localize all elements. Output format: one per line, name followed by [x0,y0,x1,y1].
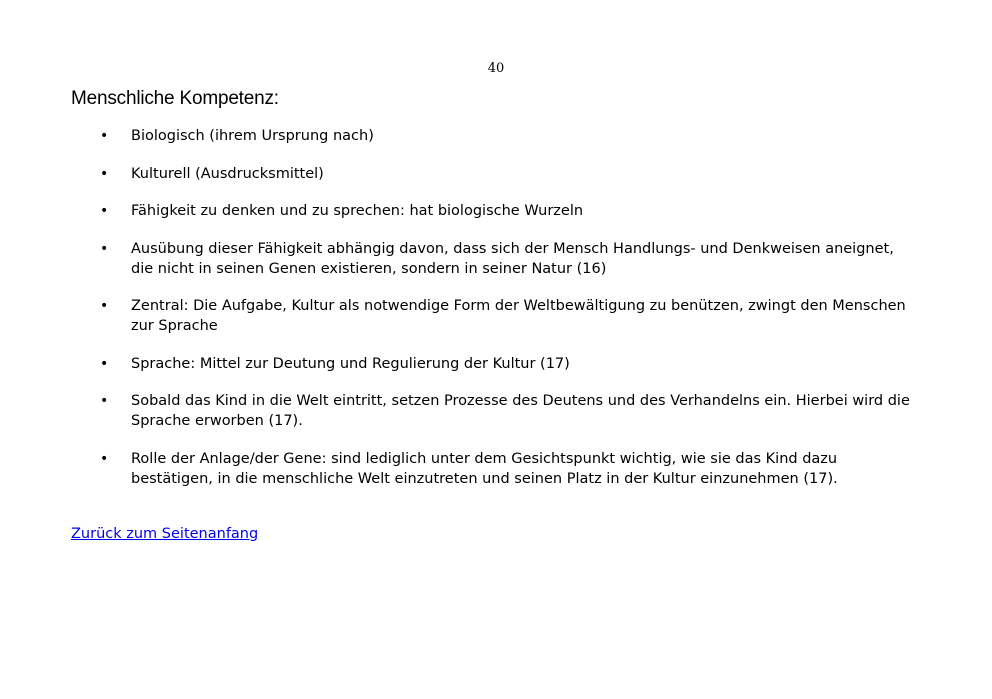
list-item [0,239,992,279]
list-item-text: Ausübung dieser Fähigkeit abhängig davon, dass sich der Mensch Handlungs- und Denkweisen aneignet, die nicht in seinen Genen existieren, sondern in seiner Natur (16) [131,240,894,277]
list-item [0,391,992,431]
list-item [0,164,992,184]
list-item [0,126,992,146]
list-item-text: Fähigkeit zu denken und zu sprechen: hat biologische Wurzeln [131,203,584,219]
bullet-icon: • [100,355,109,372]
list-item [0,449,992,489]
back-to-top-link[interactable]: Zurück zum Seitenanfang [71,526,259,542]
list-item-text: Biologisch (ihrem Ursprung nach) [131,128,374,144]
bullet-icon: • [100,203,109,219]
list-item [0,201,992,221]
list-item-text: Kulturell (Ausdrucksmittel) [131,165,324,182]
section-heading: Menschliche Kompetenz: [71,88,279,109]
list-item-text: Zentral: Die Aufgabe, Kultur als notwendige Form der Weltbewältigung zu benützen, zwingt den Menschen zur Sprache [131,298,906,334]
bullet-list [0,126,992,506]
page-number: 40 [487,61,505,76]
bullet-icon: • [100,128,109,144]
bullet-icon: • [100,298,109,314]
bullet-icon: • [100,240,109,257]
list-item-text: Sprache: Mittel zur Deutung und Regulierung der Kultur (17) [131,355,570,372]
bullet-icon: • [100,165,109,182]
list-item-text: Rolle der Anlage/der Gene: sind lediglich unter dem Gesichtspunkt wichtig, wie sie das Kind dazu bestätigen, in die menschliche Welt einzutreten und seinen Platz in der Kultur einzunehmen (17). [131,450,838,487]
bullet-icon: • [100,450,109,467]
list-item-text: Sobald das Kind in die Welt eintritt, setzen Prozesse des Deutens und des Verhandelns ein. Hierbei wird die Sprache erworben (17). [131,393,910,429]
list-item [0,296,992,336]
bullet-icon: • [100,393,109,409]
list-item [0,354,992,374]
